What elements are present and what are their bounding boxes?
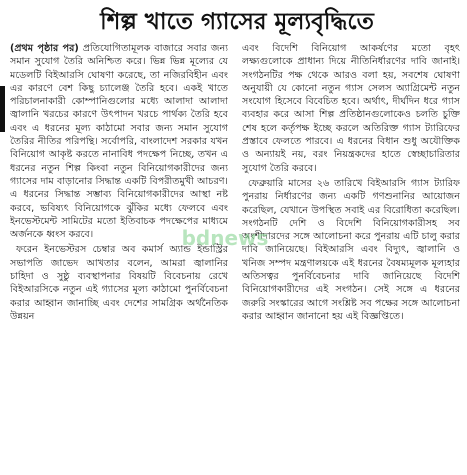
paragraph-text: প্রতিযোগিতামূলক বাজারে সবার জন্য সমান সুযোগ তৈরি অনিশ্চিত করে। ভিন্ন ভিন্ন মূল্যের যে মডেলটি বিইআরসি ঘোষণা করেছে, তা নজিরবিহীন এবং এর কারণে বেশ কিছু চ্যালেঞ্জ তৈরি হবে। একই খাতে পরিচালনাকারী কোম্পানিগুলোর মধ্যে আলাদা আলাদা জ্বালানি খরচের কারণে উৎপাদন খরচে পার্থক্য তৈরি হবে এবং এ ধরনের মূল্য কাঠামো সবার জন্য সমান সুযোগ তৈরির নীতির পরিপন্থি। সর্বোপরি, বাংলাদেশ সরকার যখন বিনিয়োগ আকৃষ্ট করতে নানাবিধ পদক্ষেপ নিচ্ছে, তখন এ ধরনের নতুন শিল্প কিংবা নতুন বিনিয়োগকারীদের জন্য গ্যাসের দাম বাড়ানোর সিদ্ধান্ত একটি বিপরীতমুখী আচরণ। এ ধরনের সিদ্ধান্ত সম্ভাব্য বিনিয়োগকারীদের আস্থা নষ্ট করবে, ভবিষ্যৎ বিনিয়োগকে ঝুঁকির মধ্যে ফেলবে এবং ইনভেস্টমেন্ট সামিটের মতো ইতিবাচক পদক্ষেপের মাধ্যমে অর্জনকে ধ্বংস করবে। <box>10 43 228 241</box>
continued-label: (প্রথম পৃষ্ঠার পর) <box>10 43 79 54</box>
article-paragraph: এবং বিদেশি বিনিয়োগ আকর্ষণের মতো বৃহৎ লক্ষ্যগুলোকে প্রাধান্য দিয়ে নীতিনির্ধারণের দাবি জানাই। সংগঠনটির পক্ষ থেকে আরও বলা হয়, সবশেষ ঘোষণা অনুযায়ী যে কোনো নতুন গ্যাস সেলস অ্যাগ্রিমেন্ট নতুন সংযোগ হিসেবে বিবেচিত হবে। অর্থাৎ, দীর্ঘদিন ধরে গ্যাস ব্যবহার করে আসা শিল্প প্রতিষ্ঠানগুলোকেও চলতি চুক্তি শেষ হলে কর্তৃপক্ষ ইচ্ছে করলে অতিরিক্ত গ্যাস ট্যারিফের প্রস্তাবে ফেলতে পারবে। এ ধরনের বিধান শুধু অযৌক্তিক ও অন্যায়ই নয়, বরং নিয়ন্ত্রকদের হাতে স্বেচ্ছাচারিতার সুযোগ তৈরি করবে। <box>242 43 460 174</box>
article-paragraph: ফরেন ইনভেস্টরস চেম্বার অব কমার্স অ্যান্ড ইন্ডাস্ট্রির সভাপতি জাভেদ আখতার বলেন, আমরা জ্বালানির চাহিদা ও সুষ্ঠু ব্যবস্থাপনার বিষয়টি বিবেচনায় রেখে বিইআরসিকে নতুন এই গ্যাসের মূল্য কাঠামো পুনর্বিবেচনা করার আহ্বান জানাচ্ছি এবং দেশের সামগ্রিক অর্থনৈতিক উন্নয়ন <box>10 244 228 322</box>
article-column-left <box>10 42 228 472</box>
article-headline: শিল্প খাতে গ্যাসের মূল্যবৃদ্ধিতে <box>100 9 374 35</box>
article-body <box>10 42 460 472</box>
article-column-right <box>242 42 460 472</box>
page-edge-bar <box>0 86 5 132</box>
article-paragraph <box>10 42 228 241</box>
article-paragraph: ফেব্রুয়ারি মাসের ২৬ তারিখে বিইআরসি গ্যাস ট্যারিফ পুনরায় নির্ধারণের জন্য একটি গণশুনানির আয়োজন করেছিল, যেখানে উপস্থিত সবাই এর বিরোধিতা করেছিল। সংগঠনটি দেশি ও বিদেশি বিনিয়োগকারীসহ সব অংশীদারদের সঙ্গে আলোচনা করে পুনরায় এটি চালু করার দাবি জানিয়েছে। বিইআরসি এবং বিদ্যুৎ, জ্বালানি ও খনিজ সম্পদ মন্ত্রণালয়কে এই ধরনের বৈষম্যমূলক মূল্যহার অতিসত্বর পুনর্বিবেচনার দাবি জানিয়েছে বিদেশি বিনিয়োগকারীদের এই সংগঠন। সেই সঙ্গে এ ধরনের জরুরি সংস্কারের আগে সংশ্লিষ্ট সব পক্ষের সঙ্গে আলোচনা করার আহ্বান জানানো হয় এই বিজ্ঞপ্তিতে। <box>242 177 460 322</box>
watermark: bdnews <box>181 226 269 250</box>
